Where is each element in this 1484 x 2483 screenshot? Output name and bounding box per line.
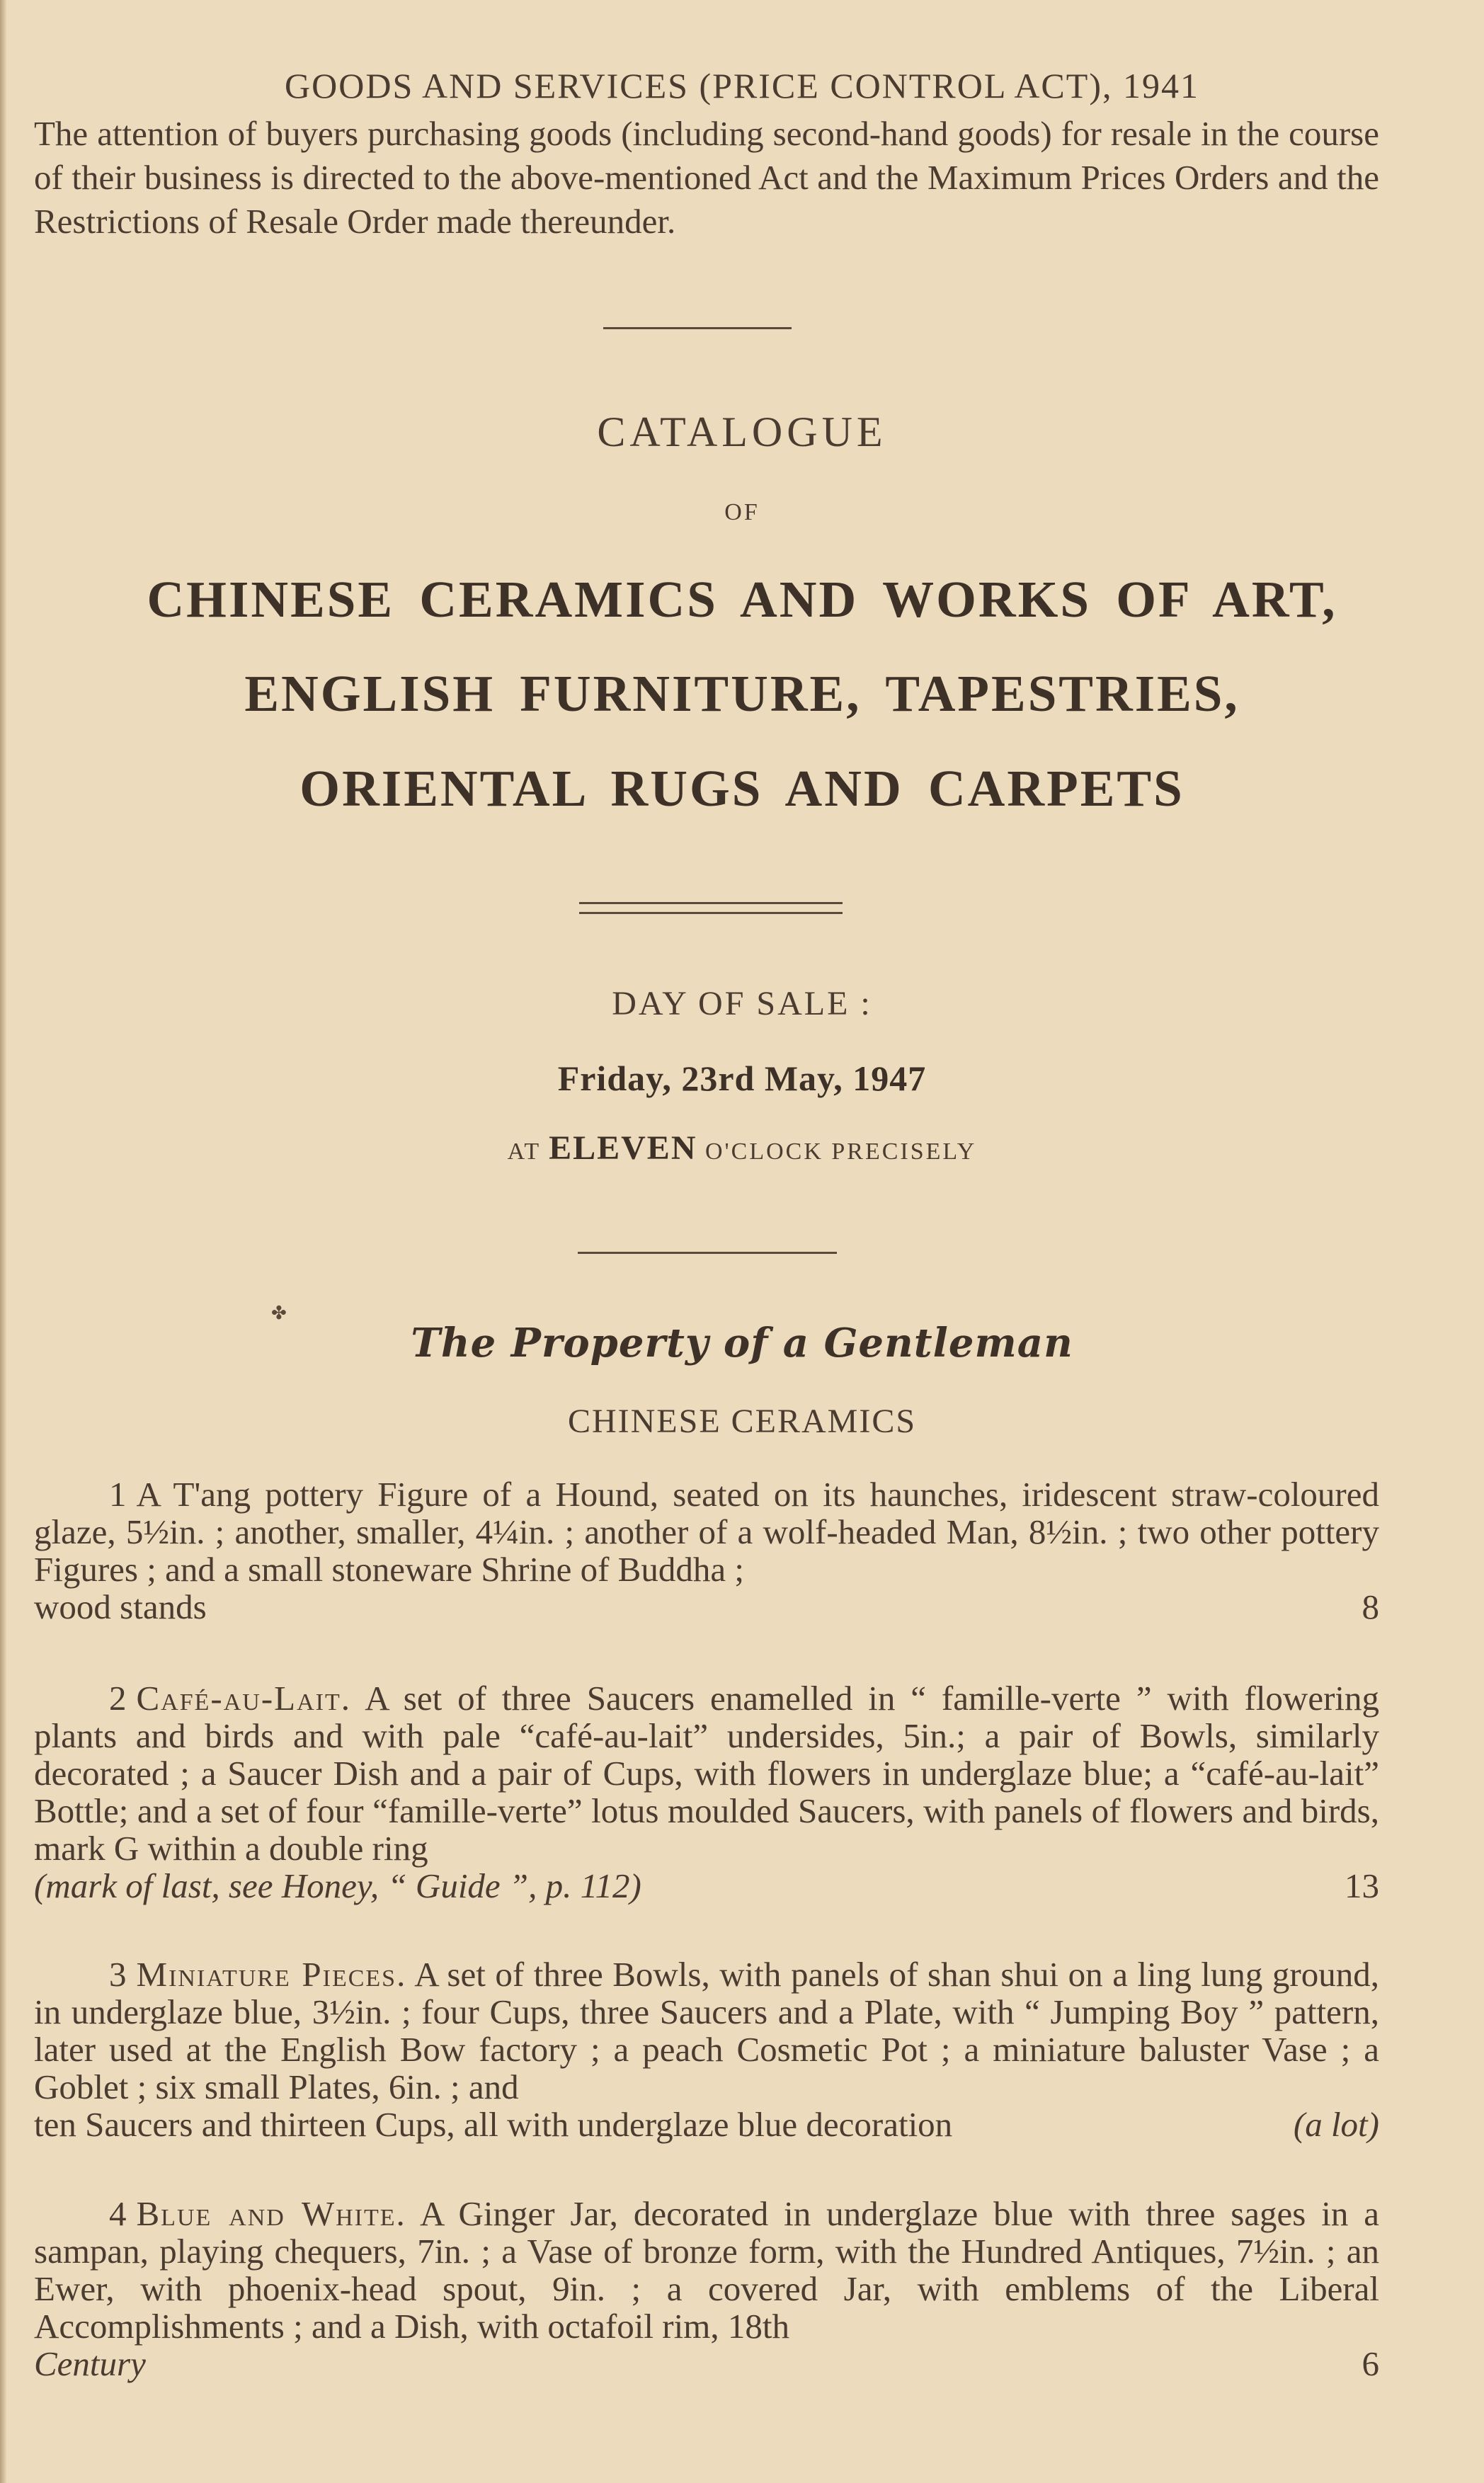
lot-last-line-text: ten Saucers and thirteen Cups, all with underglaze blue decoration [34, 2105, 953, 2144]
notice-heading: GOODS AND SERVICES (PRICE CONTROL ACT), 1941 [285, 66, 1199, 105]
catalogue-title: CATALOGUE [597, 409, 887, 455]
lot-item [34, 2195, 1379, 2382]
lot-item [34, 1679, 1379, 1905]
catalogue-subject-line-1: CHINESE CERAMICS AND WORKS OF ART, [147, 571, 1337, 628]
double-rule-top [579, 902, 843, 904]
lot-text: A T'ang pottery Figure of a Hound, seated on its haunches, iridescent straw-coloured glaze, 5½in. ; another, smaller, 4¼in. ; another of a wolf-headed Man, 8½in. ; two other pottery Figures ; and a small stoneware Shrine of Buddha ; [34, 1475, 1379, 1589]
lot-number: 4 [109, 2194, 127, 2233]
lot-number: 2 [109, 1679, 127, 1718]
lot-number: 3 [109, 1955, 127, 1994]
catalogue-subject-line-2: ENGLISH FURNITURE, TAPESTRIES, [244, 665, 1240, 722]
lot-heading: Blue and White. [136, 2194, 406, 2233]
property-heading: The Property of a Gentleman [411, 1320, 1073, 1366]
ornament-icon: ✤ [271, 1303, 287, 1323]
notice-body: The attention of buyers purchasing goods (including second-hand goods) for resale in the course of their business is directed to the above-mentioned Act and the Maximum Prices Orders and the Restrictions of Resale Order made thereunder. [34, 114, 1379, 241]
divider-rule-2 [578, 1252, 837, 1254]
lot-last-line [34, 1588, 1379, 1626]
lot-last-line [34, 2345, 1379, 2382]
lot-quantity: 8 [1362, 1587, 1379, 1626]
sale-date: Friday, 23rd May, 1947 [557, 1058, 927, 1098]
lot-item [34, 1956, 1379, 2143]
lot-last-line-text: Century [34, 2344, 146, 2383]
lot-quantity: 13 [1345, 1866, 1379, 1905]
lot-quantity: (a lot) [1293, 2105, 1379, 2144]
lot-text: A Ginger Jar, decorated in underglaze blue with three sages in a sampan, playing chequers, 7in. ; a Vase of bronze form, with the Hundred Antiques, 7½in. ; an Ewer, with phoenix-head spout, 9in. ; a covered Jar, with emblems of the Liberal Accomplishments ; and a Dish, with octafoil rim, 18th [34, 2194, 1380, 2346]
lot-last-line [34, 2106, 1379, 2143]
lot-heading: Café-au-Lait. [136, 1679, 351, 1718]
lot-last-line-text: (mark of last, see Honey, “ Guide ”, p. 112) [34, 1866, 641, 1905]
lot-last-line-text: wood stands [34, 1587, 207, 1626]
lot-last-line [34, 1867, 1379, 1905]
lot-text: A set of three Bowls, with panels of shan shui on a ling lung ground, in underglaze blue, 3½in. ; four Cups, three Saucers and a Plate, with “ Jumping Boy ” pattern, later used at the English Bow factory ; a peach Cosmetic Pot ; a miniature baluster Vase ; a Goblet ; six small Plates, 6in. ; and [34, 1955, 1379, 2106]
catalogue-of: OF [724, 499, 760, 525]
sale-time-suffix: O'CLOCK PRECISELY [704, 1138, 977, 1165]
sale-time [0, 1129, 1484, 1168]
lot-quantity: 6 [1362, 2344, 1379, 2383]
day-of-sale-label: DAY OF SALE : [612, 985, 872, 1022]
lot-number: 1 [109, 1475, 127, 1514]
lot-text: A set of three Saucers enamelled in “ famille-verte ” with flowering plants and birds and with pale “café-au-lait” undersides, 5in.; a pair of Bowls, similarly decorated ; a Saucer Dish and a pair of Cups, with flowers in underglaze blue; a “café-au-lait” Bottle; and a set of four “famille-verte” lotus moulded Saucers, with panels of flowers and birds, mark G within a double ring [34, 1679, 1380, 1868]
divider-rule [603, 327, 792, 329]
lot-heading: Miniature Pieces. [136, 1955, 407, 1994]
sale-time-hour: ELEVEN [549, 1129, 697, 1167]
sale-time-prefix: AT [507, 1138, 541, 1165]
double-rule-bottom [579, 912, 843, 914]
catalogue-subject-line-3: ORIENTAL RUGS AND CARPETS [299, 760, 1185, 817]
section-heading: CHINESE CERAMICS [567, 1403, 917, 1440]
lot-item [34, 1475, 1379, 1626]
